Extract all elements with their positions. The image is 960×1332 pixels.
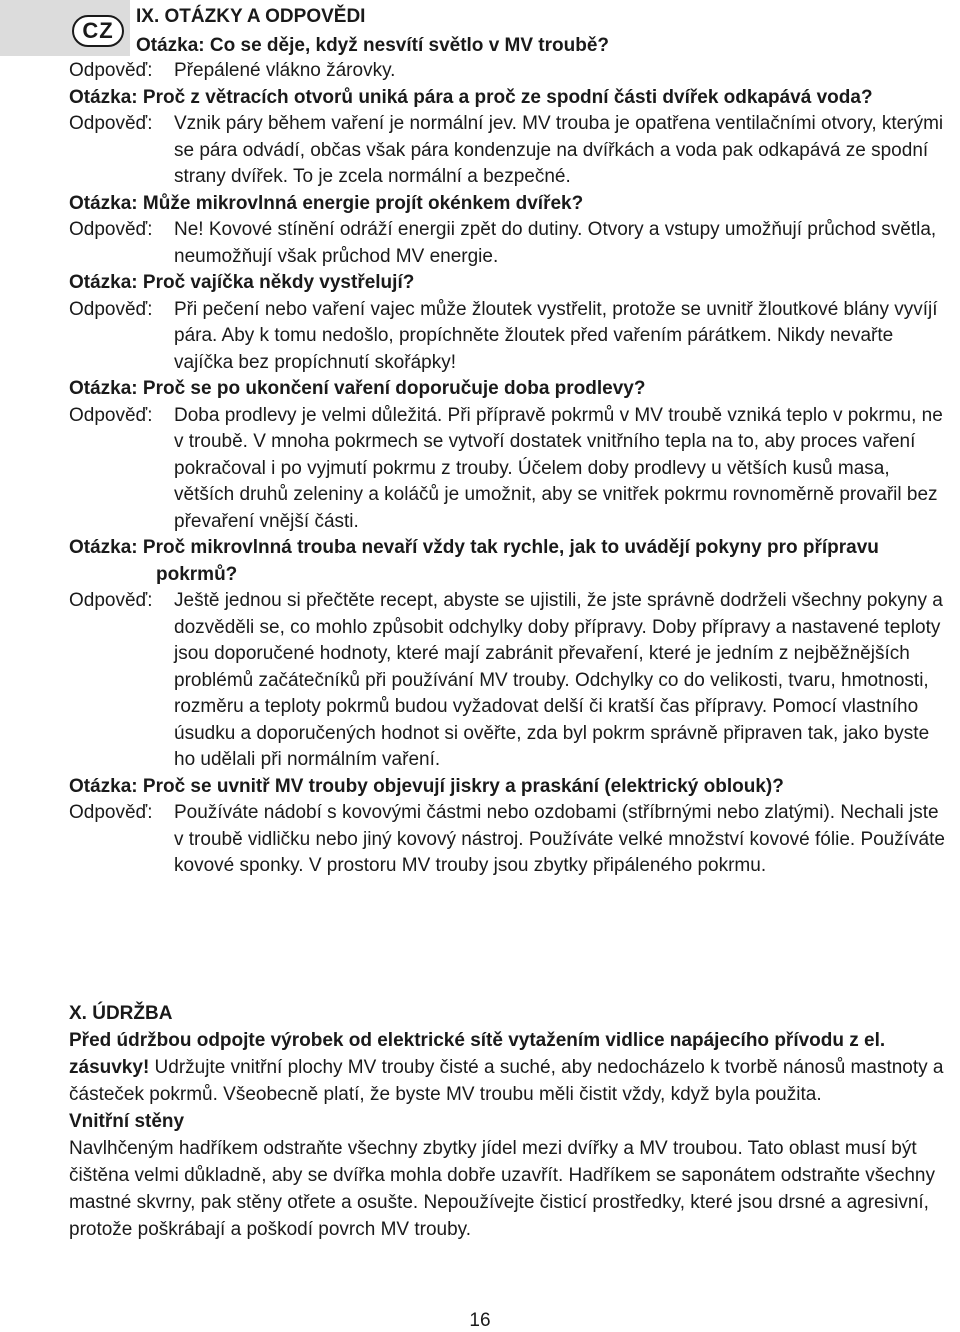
answer (69, 297, 949, 377)
answer-text: Doba prodlevy je velmi důležitá. Při přípravě pokrmů v MV troubě vzniká teplo v pokrmu, ne v troubě. V mnoha pokrmech se vytvoří dostatek vnitřního tepla na to, aby proces vaření pokračoval i po vyjmutí pokrmu z trouby. Účelem doby prodlevy u větších kusů masa, větších druhů zeleniny a koláčů je umožnit, aby se vnitřek pokrmu rovnoměrně provařil bez převaření vnější části. (174, 404, 943, 532)
maintenance-section (69, 1000, 949, 1243)
page-number: 16 (469, 1310, 491, 1331)
qa-item (69, 535, 949, 774)
answer-label: Odpověď: (69, 802, 153, 823)
question: Otázka: Může mikrovlnná energie projít okénkem dvířek? (69, 192, 584, 214)
qa-list (69, 58, 949, 880)
answer-text: Vznik páry během vaření je normální jev. MV trouba je opatřena ventilačními otvory, kterými se pára odvádí, občas však pára kondenzuje na dvířkách a voda pak odkapává ze spodní strany dvířek. To je zcela normální a bezpečné. (174, 113, 944, 187)
answer-text: Používáte nádobí s kovovými částmi nebo ozdobami (stříbrnými nebo zlatými). Nechali jste v troubě vidličku nebo jiný kovový nástroj. Používáte velké množství kovové fólie. Používáte kovové sponky. V prostoru MV trouby jsou zbytky připáleného pokrmu. (174, 802, 945, 876)
answer (69, 111, 949, 191)
inner-walls-paragraph: Navlhčeným hadříkem odstraňte všechny zbytky jídel mezi dvířky a MV troubou. Tato oblast musí být čištěna velmi důkladně, aby se dvířka mohla dobře uzavřít. Hadříkem se saponátem odstraňte všechny mastné skvrny, pak stěny otřete a osušte. Nepoužívejte čisticí prostředky, které jsou drsné a agresivní, protože poškrábají a poškodí povrch MV trouby. (69, 1138, 935, 1240)
maintenance-warning (69, 1027, 949, 1108)
answer-label: Odpověď: (69, 298, 153, 320)
answer-label: Odpověď: (69, 219, 153, 240)
answer-text: Ještě jednou si přečtěte recept, abyste se ujistili, že jste správně dodrželi všechny pokyny a dozvěděli se, co mohlo způsobit odchylky doby přípravy. Doby přípravy a nastavené teploty jsou doporučené hodnoty, které mají zabránit převaření, které je jedním z nejběžnějších problémů začátečníků při používání MV trouby. Odchylky co do velikosti, tvaru, hmotnosti, rozměru a teploty pokrmů budou vyžadovat delší či kratší čas přípravy. Pomocí vlastního úsudku a doporučených hodnot si ověřte, zda byl pokrm správně připraven tak, jako byste ho udělali při normálním vaření. (174, 590, 943, 770)
question: Otázka: Proč se uvnitř MV trouby objevují jiskry a praskání (elektrický oblouk)? (69, 775, 784, 797)
question: Otázka: Proč z větracích otvorů uniká pára a proč ze spodní části dvířek odkapává voda? (69, 86, 873, 108)
answer-label: Odpověď: (69, 590, 153, 611)
answer (69, 588, 949, 774)
qa-item (69, 270, 949, 376)
answer-text: Ne! Kovové stínění odráží energii zpět do dutiny. Otvory a vstupy umožňují průchod světla, neumožňují však průchod MV energie. (174, 219, 937, 267)
question-1: Otázka: Co se děje, když nesvítí světlo v MV troubě? (136, 35, 610, 56)
answer-text: Při pečení nebo vaření vajec může žloutek vystřelit, protože se uvnitř žloutkové blány vyvíjí pára. Aby k tomu nedošlo, propíchněte žloutek před vařením párátkem. Nikdy nevařte vajíčka bez propíchnutí skořápky! (174, 298, 938, 373)
qa-item (69, 376, 949, 535)
section-title: IX. OTÁZKY A ODPOVĚDI (136, 6, 366, 27)
warning-rest-text: Udržujte vnitřní plochy MV trouby čisté a suché, aby nedocházelo k tvorbě nánosů mastnoty a částeček pokrmů. Všeobecně platí, že byste MV troubu měli čistit vždy, když byla použita. (69, 1057, 944, 1105)
answer-label: Odpověď: (69, 404, 153, 426)
language-badge: CZ (72, 15, 124, 47)
warning-bold-text: Před údržbou odpojte výrobek od elektrické sítě vytažením vidlice napájecího přívodu z el. zásuvky! (69, 1030, 886, 1078)
qa-item (69, 774, 949, 880)
answer (69, 217, 949, 270)
inner-walls-heading: Vnitřní stěny (69, 1111, 185, 1132)
qa-item (69, 58, 949, 85)
maintenance-title: X. ÚDRŽBA (69, 1003, 173, 1024)
answer-text: Přepálené vlákno žárovky. (174, 60, 396, 81)
question: Otázka: Proč vajíčka někdy vystřelují? (69, 272, 415, 293)
answer-label: Odpověď: (69, 60, 153, 81)
qa-item (69, 191, 949, 271)
qa-item (69, 85, 949, 191)
answer (69, 58, 949, 85)
answer (69, 800, 949, 880)
answer-label: Odpověď: (69, 113, 153, 134)
question: Otázka: Proč se po ukončení vaření doporučuje doba prodlevy? (69, 378, 646, 399)
question: Otázka: Proč mikrovlnná trouba nevaří vždy tak rychle, jak to uvádějí pokyny pro přípravu pokrmů? (69, 537, 879, 585)
answer (69, 403, 949, 536)
